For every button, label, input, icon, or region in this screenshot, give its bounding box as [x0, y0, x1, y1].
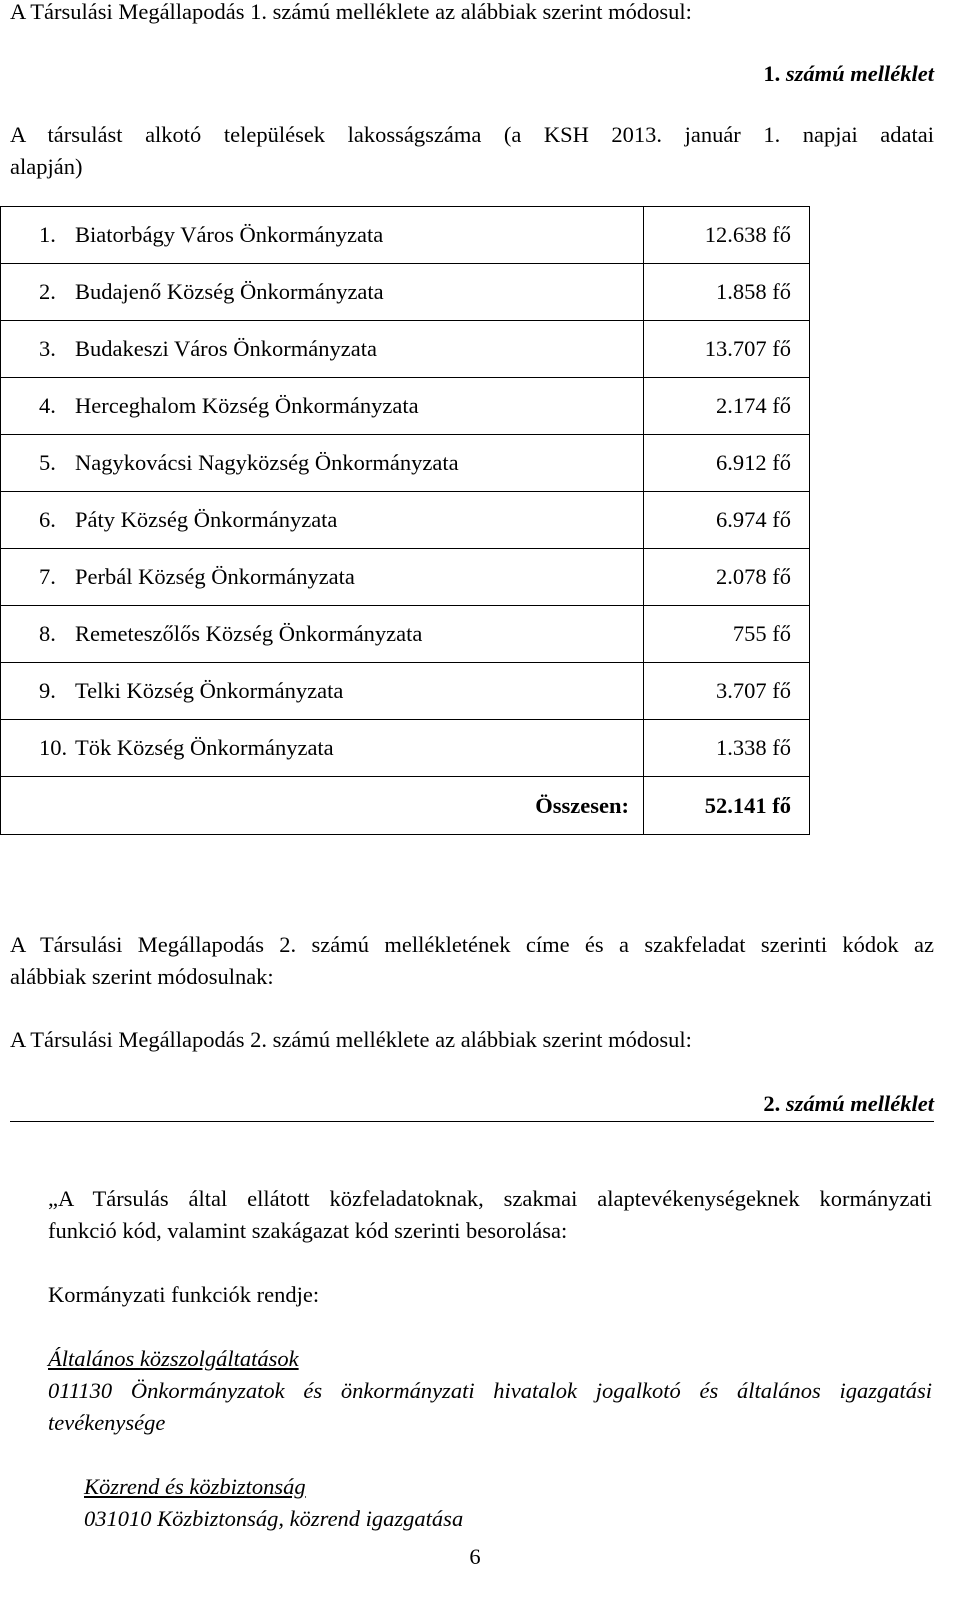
row-number: 4.: [39, 393, 56, 418]
table-row: [1, 435, 810, 492]
municipality-name: Biatorbágy Város Önkormányzata: [75, 222, 384, 247]
quote-paragraph-line1: „A Társulás által ellátott közfeladatoknak, szakmai alaptevékenységeknek kormányzati: [48, 1186, 932, 1211]
municipality-cell: [1, 720, 644, 777]
quote-paragraph-line2: funkció kód, valamint szakágazat kód szerinti besorolása:: [48, 1218, 568, 1243]
annex2-heading-number: 2.: [763, 1091, 781, 1116]
row-number: 2.: [39, 279, 56, 304]
page-number: 6: [469, 1544, 481, 1569]
row-number: 8.: [39, 621, 56, 646]
annex1-heading-text: számú melléklet: [785, 61, 934, 86]
row-number: 6.: [39, 507, 56, 532]
municipality-name: Telki Község Önkormányzata: [75, 678, 344, 703]
municipality-name: Remeteszőlős Község Önkormányzata: [75, 621, 423, 646]
population-value: 3.707 fő: [644, 663, 810, 720]
annex2-title-paragraph-line2: alábbiak szerint módosulnak:: [10, 964, 274, 989]
table-row: [1, 492, 810, 549]
population-table: [0, 206, 810, 835]
total-row: [1, 777, 810, 835]
annex2-heading-rule: [10, 1121, 934, 1122]
municipality-name: Budajenő Község Önkormányzata: [75, 279, 384, 304]
annex1-heading: [10, 58, 934, 90]
annex1-heading-number: 1.: [763, 61, 781, 86]
section2-item: 031010 Közbiztonság, közrend igazgatása: [84, 1506, 464, 1531]
table-row: [1, 720, 810, 777]
table-row: [1, 321, 810, 378]
section1-heading: Általános közszolgáltatások: [48, 1346, 299, 1371]
table-row: [1, 378, 810, 435]
row-number: 10.: [39, 735, 68, 760]
section2-heading: Közrend és közbiztonság: [84, 1474, 306, 1499]
population-value: 2.078 fő: [644, 549, 810, 606]
population-value: 755 fő: [644, 606, 810, 663]
municipality-cell: [1, 264, 644, 321]
municipality-cell: [1, 207, 644, 264]
row-number: 1.: [39, 222, 56, 247]
municipality-cell: [1, 606, 644, 663]
municipality-cell: [1, 321, 644, 378]
annex2-intro-line: A Társulási Megállapodás 2. számú melléklete az alábbiak szerint módosul:: [10, 1027, 692, 1052]
population-value: 6.974 fő: [644, 492, 810, 549]
total-label: Összesen:: [1, 777, 644, 835]
row-number: 5.: [39, 450, 56, 475]
municipality-name: Nagykovácsi Nagyközség Önkormányzata: [75, 450, 459, 475]
population-value: 1.338 fő: [644, 720, 810, 777]
row-number: 7.: [39, 564, 56, 589]
row-number: 9.: [39, 678, 56, 703]
table-row: [1, 207, 810, 264]
municipality-name: Herceghalom Község Önkormányzata: [75, 393, 419, 418]
population-value: 1.858 fő: [644, 264, 810, 321]
municipality-cell: [1, 663, 644, 720]
municipality-cell: [1, 435, 644, 492]
municipality-cell: [1, 549, 644, 606]
municipality-name: Perbál Község Önkormányzata: [75, 564, 355, 589]
population-intro-line1: A társulást alkotó települések lakosságszáma (a KSH 2013. január 1. napjai adatai: [10, 122, 934, 147]
table-row: [1, 606, 810, 663]
annex2-title-paragraph-line1: A Társulási Megállapodás 2. számú mellékletének címe és a szakfeladat szerinti kódok az: [10, 932, 934, 957]
population-value: 13.707 fő: [644, 321, 810, 378]
municipality-cell: [1, 378, 644, 435]
section1-item-line2: tevékenysége: [48, 1410, 166, 1435]
municipality-cell: [1, 492, 644, 549]
functions-order-label: Kormányzati funkciók rendje:: [48, 1282, 320, 1307]
population-value: 12.638 fő: [644, 207, 810, 264]
population-value: 6.912 fő: [644, 435, 810, 492]
table-row: [1, 663, 810, 720]
municipality-name: Páty Község Önkormányzata: [75, 507, 338, 532]
population-intro-line2: alapján): [10, 154, 83, 179]
population-value: 2.174 fő: [644, 378, 810, 435]
section1-item-line1: 011130 Önkormányzatok és önkormányzati hivatalok jogalkotó és általános igazgatási: [48, 1378, 932, 1403]
total-value: 52.141 fő: [644, 777, 810, 835]
annex2-heading-text: számú melléklet: [785, 1091, 934, 1116]
row-number: 3.: [39, 336, 56, 361]
municipality-name: Tök Község Önkormányzata: [75, 735, 334, 760]
municipality-name: Budakeszi Város Önkormányzata: [75, 336, 377, 361]
table-row: [1, 549, 810, 606]
table-row: [1, 264, 810, 321]
annex2-heading: [10, 1088, 934, 1120]
intro-line: A Társulási Megállapodás 1. számú melléklete az alábbiak szerint módosul:: [10, 0, 692, 24]
